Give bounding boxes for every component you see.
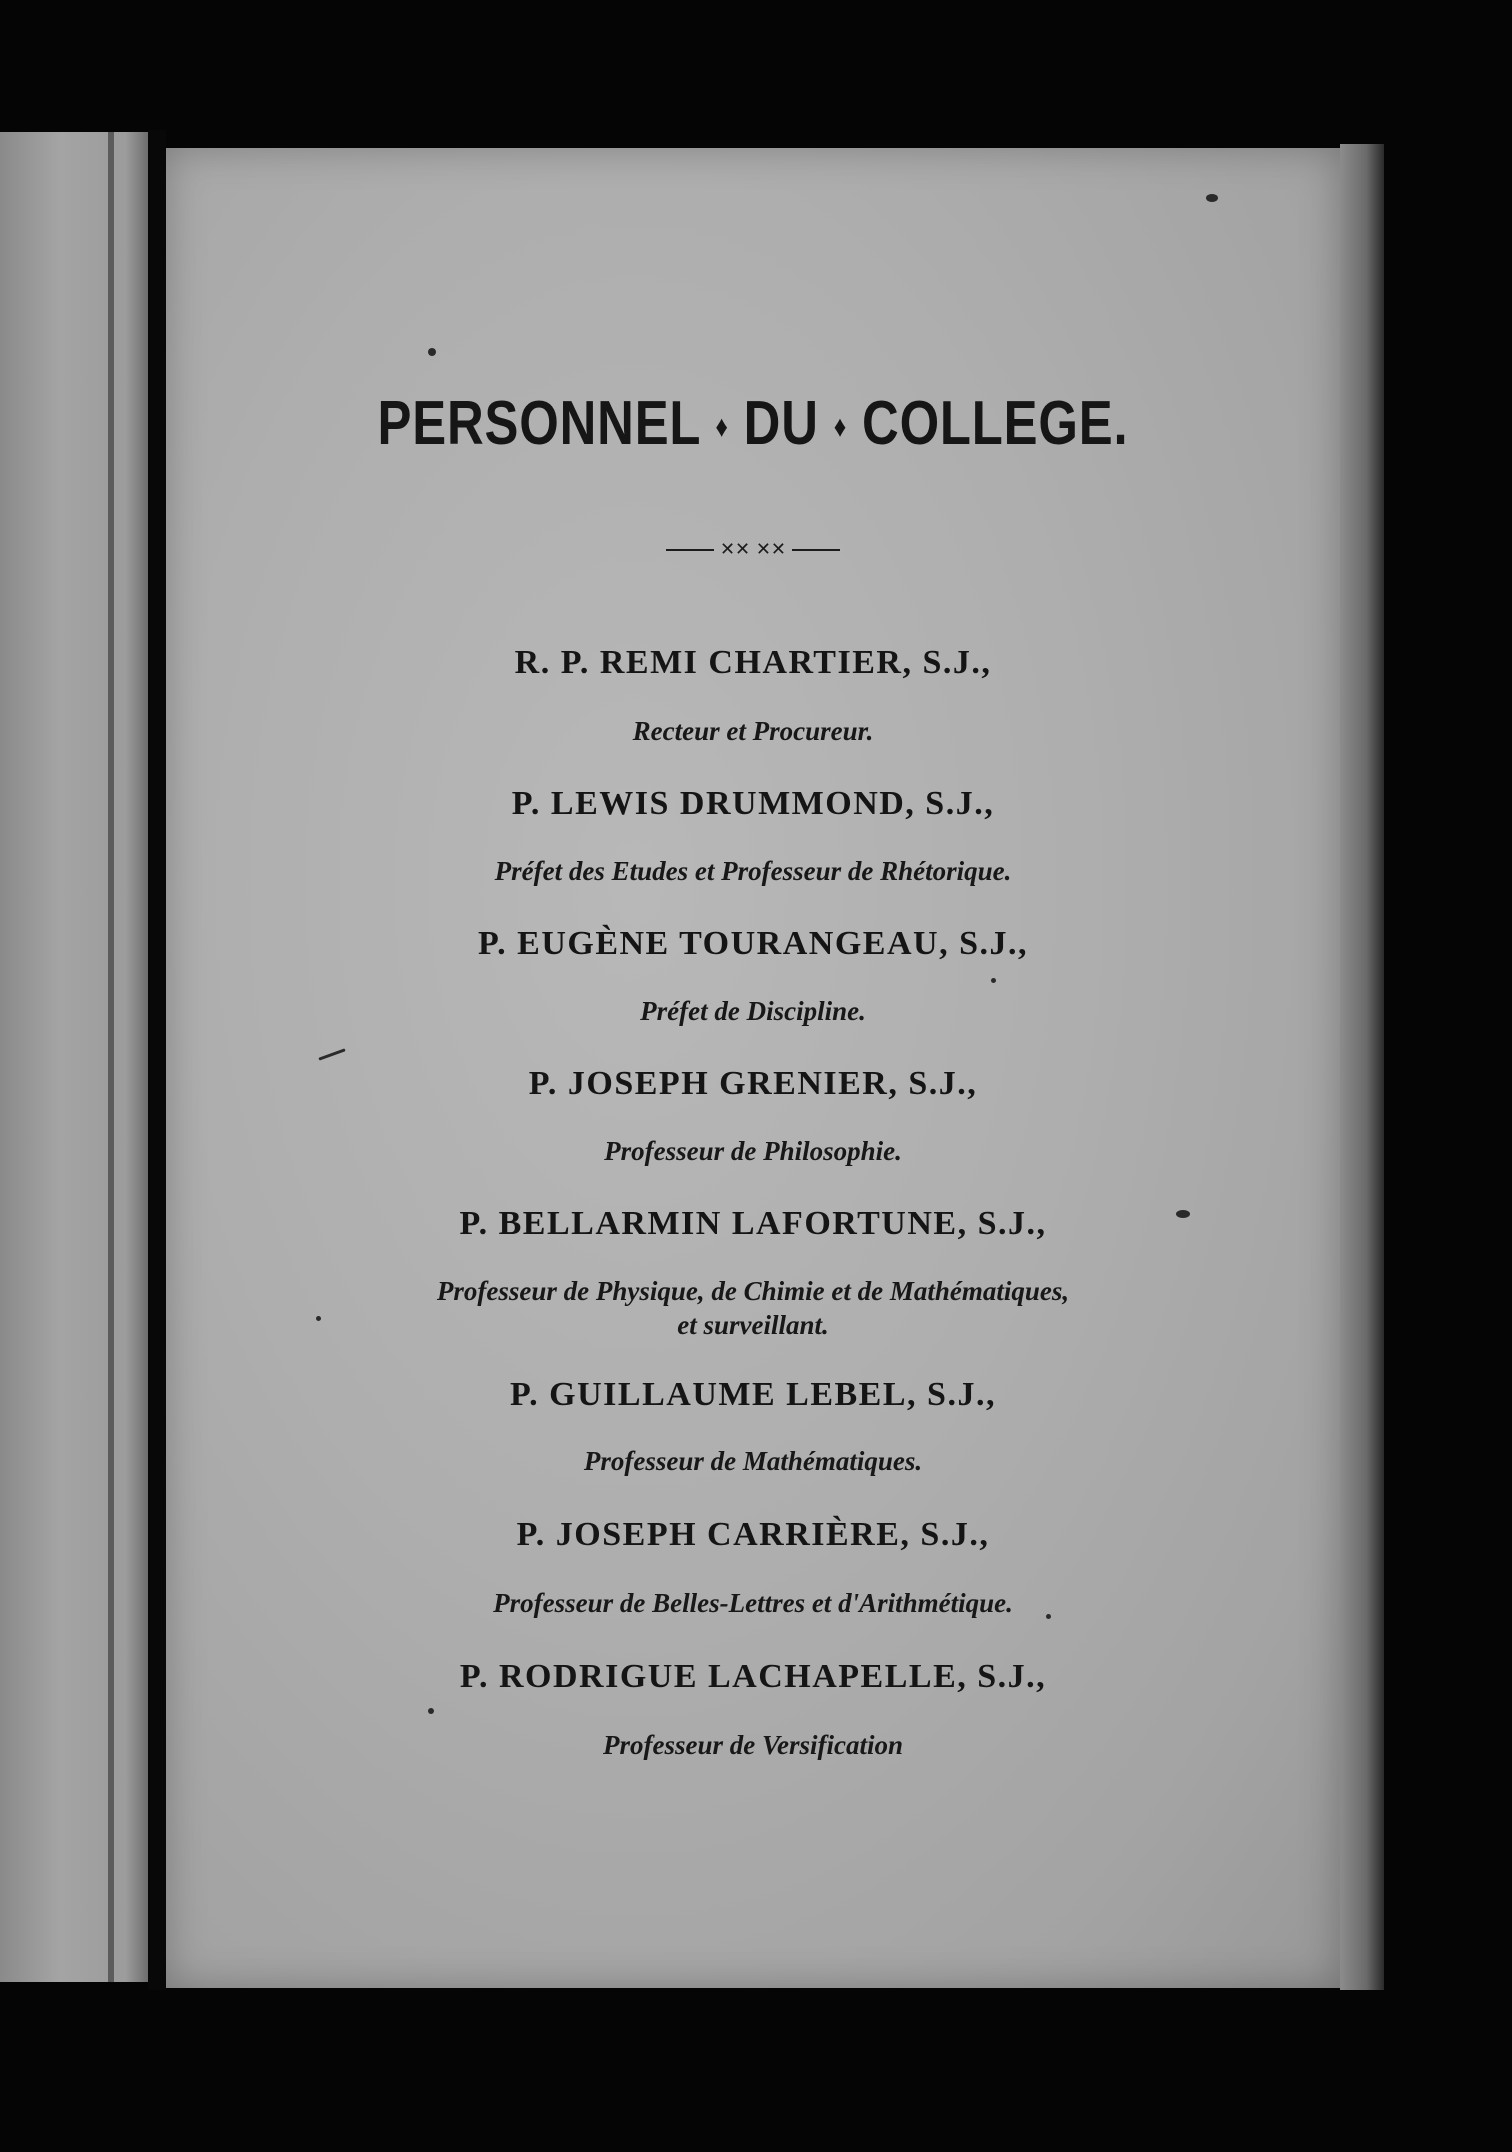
ink-speck bbox=[991, 978, 996, 983]
diamond-separator-icon: ♦ bbox=[833, 410, 848, 444]
ink-speck bbox=[318, 1048, 345, 1060]
personnel-role bbox=[166, 1274, 1340, 1342]
personnel-name: R. P. REMI CHARTIER, S.J., bbox=[514, 644, 992, 681]
title-word: PERSONNEL bbox=[377, 389, 701, 458]
ink-speck bbox=[428, 1708, 434, 1714]
personnel-name: P. GUILLAUME LEBEL, S.J., bbox=[510, 1376, 996, 1413]
personnel-role: Préfet de Discipline. bbox=[640, 996, 866, 1026]
previous-page-edge bbox=[0, 132, 148, 1982]
personnel-role: Préfet des Etudes et Professeur de Rhétorique. bbox=[494, 856, 1012, 886]
ink-speck bbox=[428, 348, 436, 356]
personnel-name: P. EUGÈNE TOURANGEAU, S.J., bbox=[478, 925, 1028, 962]
ornamental-rule bbox=[166, 539, 1340, 560]
personnel-role-line: Professeur de Physique, de Chimie et de Mathématiques, bbox=[436, 1276, 1070, 1306]
personnel-role: Professeur de Versification bbox=[603, 1730, 903, 1760]
ornament-glyph-icon: ✕✕ ✕✕ bbox=[719, 539, 787, 560]
personnel-role: Professeur de Belles-Lettres et d'Arithmétique. bbox=[493, 1588, 1013, 1618]
title-word: COLLEGE. bbox=[862, 389, 1129, 458]
page-crease bbox=[108, 132, 114, 1982]
personnel-name: P. BELLARMIN LAFORTUNE, S.J., bbox=[459, 1205, 1047, 1242]
page-title bbox=[272, 388, 1235, 459]
personnel-role: Recteur et Procureur. bbox=[632, 716, 874, 746]
rule-line bbox=[792, 549, 840, 551]
personnel-name: P. LEWIS DRUMMOND, S.J., bbox=[511, 785, 995, 822]
book-gutter bbox=[148, 130, 166, 1990]
personnel-name: P. JOSEPH GRENIER, S.J., bbox=[528, 1065, 978, 1102]
ink-speck bbox=[1206, 194, 1218, 202]
page-right-edge bbox=[1340, 144, 1384, 1990]
personnel-name: P. JOSEPH CARRIÈRE, S.J., bbox=[516, 1516, 990, 1553]
title-word: DU bbox=[743, 389, 819, 458]
personnel-role-line: et surveillant. bbox=[677, 1310, 829, 1340]
personnel-role: Professeur de Philosophie. bbox=[604, 1136, 902, 1166]
diamond-separator-icon: ♦ bbox=[715, 410, 729, 444]
personnel-role: Professeur de Mathématiques. bbox=[583, 1446, 923, 1476]
rule-line bbox=[666, 549, 714, 551]
personnel-name: P. RODRIGUE LACHAPELLE, S.J., bbox=[459, 1658, 1047, 1695]
